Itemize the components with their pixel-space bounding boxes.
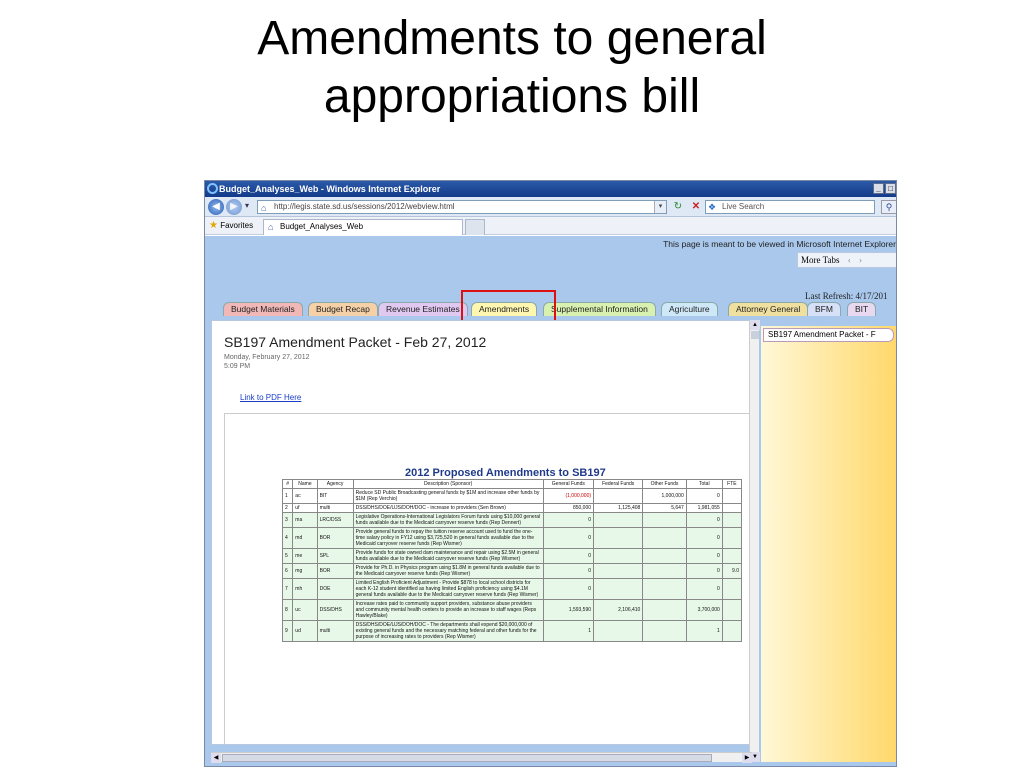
table-cell-name: uf	[293, 504, 317, 513]
table-cell-desc: Limited English Proficient Adjustment - Provide $878 to local school districts for each K-12 student identified as having limited English proficiency using $4.1M general funds available due to the Medicaid carryover reserve funds (Rep Wismer)	[353, 579, 543, 600]
refresh-icon[interactable]: ↻	[673, 201, 683, 212]
browser-tab-label: Budget_Analyses_Web	[280, 222, 364, 231]
table-cell-total: 0	[686, 528, 722, 549]
slide-title-line2: appropriations bill	[323, 70, 701, 123]
table-cell-name: ma	[293, 513, 317, 528]
new-tab-button[interactable]	[465, 219, 485, 235]
table-row	[283, 528, 742, 549]
scroll-left-icon[interactable]: ◀	[211, 753, 221, 763]
table-cell-fte	[722, 504, 741, 513]
more-tabs-label: More Tabs	[801, 255, 840, 265]
table-header-cell: General Funds	[543, 480, 593, 489]
ie-notice: This page is meant to be viewed in Microsoft Internet Explorer	[663, 239, 896, 249]
table-header-cell: Total	[686, 480, 722, 489]
table-cell-total: 1	[686, 621, 722, 642]
table-cell-n: 6	[283, 564, 293, 579]
table-cell-name: ac	[293, 489, 317, 504]
horizontal-scroll-thumb[interactable]	[222, 754, 712, 762]
slide-title-line1: Amendments to general	[257, 12, 767, 65]
table-cell-total: 1,981,055	[686, 504, 722, 513]
table-cell-other	[643, 579, 686, 600]
pdf-link[interactable]: Link to PDF Here	[240, 393, 302, 402]
vertical-scrollbar[interactable]	[749, 320, 759, 762]
table-cell-total: 0	[686, 564, 722, 579]
ie-logo-icon	[207, 183, 218, 194]
table-header-cell: #	[283, 480, 293, 489]
table-cell-general: (1,000,000)	[543, 489, 593, 504]
table-cell-other	[643, 549, 686, 564]
table-cell-desc: Reduce SD Public Broadcasting general funds by $1M and increase other funds by $1M (Rep Verchio)	[353, 489, 543, 504]
table-row	[283, 549, 742, 564]
table-row	[283, 489, 742, 504]
table-cell-n: 1	[283, 489, 293, 504]
tab-budget-recap[interactable]: Budget Recap	[308, 302, 378, 316]
table-cell-fte	[722, 513, 741, 528]
table-row	[283, 504, 742, 513]
page-list-panel	[761, 326, 897, 762]
address-url: http://legis.state.sd.us/sessions/2012/webview.html	[274, 202, 455, 211]
page-time: 5:09 PM	[224, 363, 251, 370]
table-row	[283, 600, 742, 621]
table-cell-name: uc	[293, 600, 317, 621]
table-cell-federal	[594, 621, 643, 642]
table-title: 2012 Proposed Amendments to SB197	[405, 467, 606, 479]
tab-revenue-estimates[interactable]: Revenue Estimates	[378, 302, 468, 316]
table-cell-n: 5	[283, 549, 293, 564]
live-search-icon: ❖	[708, 202, 717, 212]
table-cell-federal	[594, 549, 643, 564]
table-cell-total: 0	[686, 513, 722, 528]
table-cell-other: 1,000,000	[643, 489, 686, 504]
table-header-cell: Other Funds	[643, 480, 686, 489]
table-cell-name: me	[293, 549, 317, 564]
address-field[interactable]	[257, 200, 667, 214]
table-body	[283, 489, 742, 642]
table-cell-agency: LRC/DSS	[317, 513, 353, 528]
more-tabs-button[interactable]	[797, 252, 897, 268]
search-input[interactable]	[705, 200, 875, 214]
page-list-item[interactable]: SB197 Amendment Packet - F	[763, 328, 894, 342]
table-cell-n: 3	[283, 513, 293, 528]
stop-icon[interactable]: ✕	[691, 201, 701, 212]
tab-bit[interactable]: BIT	[847, 302, 876, 316]
chevron-left-icon[interactable]: ‹	[847, 255, 851, 265]
star-icon: ★	[209, 220, 218, 231]
table-cell-fte	[722, 528, 741, 549]
last-refresh: Last Refresh: 4/17/201	[805, 291, 888, 301]
page-date: Monday, February 27, 2012	[224, 354, 310, 361]
table-cell-fte: 9.0	[722, 564, 741, 579]
table-cell-federal: 1,125,408	[594, 504, 643, 513]
slide-title	[0, 10, 1024, 126]
tab-budget-materials[interactable]: Budget Materials	[223, 302, 303, 316]
browser-window	[204, 180, 897, 767]
tab-agriculture[interactable]: Agriculture	[661, 302, 718, 316]
table-cell-general: 0	[543, 579, 593, 600]
table-cell-total: 0	[686, 579, 722, 600]
table-cell-agency: multi	[317, 504, 353, 513]
scroll-up-icon[interactable]: ▲	[750, 320, 760, 330]
table-header-cell: Name	[293, 480, 317, 489]
table-cell-desc: Legislative Operations-International Legislators Forum funds using $10,000 general funds available due to the Medicaid carryover reserve funds (Rep Dennert)	[353, 513, 543, 528]
table-cell-fte	[722, 621, 741, 642]
table-cell-agency: BIT	[317, 489, 353, 504]
page-timestamp	[224, 353, 309, 371]
table-cell-general: 1,593,590	[543, 600, 593, 621]
page-title: SB197 Amendment Packet - Feb 27, 2012	[224, 334, 487, 350]
table-cell-federal	[594, 528, 643, 549]
table-cell-federal	[594, 579, 643, 600]
table-cell-other	[643, 621, 686, 642]
table-cell-desc: Provide general funds to repay the tuition reserve account used to fund the one-time salary policy in FY12 using $3,725,520 in general funds available due to the Medicaid carryover reserve funds (Rep Wismer)	[353, 528, 543, 549]
table-header-row	[283, 480, 742, 489]
table-row	[283, 513, 742, 528]
table-cell-other	[643, 564, 686, 579]
table-cell-agency: DOE	[317, 579, 353, 600]
favorites-bar	[205, 217, 896, 235]
onenote-web-view	[205, 236, 897, 767]
table-cell-name: mh	[293, 579, 317, 600]
table-cell-other	[643, 600, 686, 621]
table-cell-federal: 2,106,410	[594, 600, 643, 621]
table-cell-desc: Provide for Ph.D. in Physics program using $1.8M in general funds available due to the Medicaid carryover reserve funds (Rep Wismer)	[353, 564, 543, 579]
table-cell-agency: BOR	[317, 528, 353, 549]
browser-tab[interactable]	[263, 219, 463, 235]
table-cell-n: 8	[283, 600, 293, 621]
history-dropdown-icon[interactable]: ▾	[245, 201, 250, 210]
table-cell-other	[643, 528, 686, 549]
table-cell-total: 3,700,000	[686, 600, 722, 621]
table-cell-general: 0	[543, 549, 593, 564]
table-cell-n: 4	[283, 528, 293, 549]
table-row	[283, 564, 742, 579]
tab-bfm[interactable]: BFM	[807, 302, 841, 316]
tab-supplemental-information[interactable]: Supplemental Information	[543, 302, 656, 316]
table-cell-fte	[722, 549, 741, 564]
table-cell-desc: Increase rates paid to community support providers, substance abuse providers and community mental health centers to provide an increase to staff wages (Reps Hawley/Blake)	[353, 600, 543, 621]
scroll-down-icon[interactable]: ▼	[750, 752, 760, 762]
table-cell-federal	[594, 564, 643, 579]
table-cell-general: 850,000	[543, 504, 593, 513]
table-cell-fte	[722, 579, 741, 600]
table-cell-other: 5,647	[643, 504, 686, 513]
table-cell-desc: Provide funds for state owned dam maintenance and repair using $2.5M in general funds available due to the Medicaid carryover reserve funds (Rep Wismer)	[353, 549, 543, 564]
table-cell-other	[643, 513, 686, 528]
table-cell-agency: SPL	[317, 549, 353, 564]
table-header-cell: Agency	[317, 480, 353, 489]
table-cell-name: ud	[293, 621, 317, 642]
table-header-cell: Federal Funds	[594, 480, 643, 489]
window-controls	[873, 183, 896, 194]
table-header-cell: Description (Sponsor)	[353, 480, 543, 489]
table-cell-agency: BOR	[317, 564, 353, 579]
table-header-cell: FTE	[722, 480, 741, 489]
table-cell-general: 0	[543, 513, 593, 528]
page-icon: ⌂	[268, 222, 274, 232]
table-cell-total: 0	[686, 549, 722, 564]
horizontal-scrollbar[interactable]	[211, 752, 752, 762]
maximize-button[interactable]: □	[885, 183, 896, 194]
table-row	[283, 621, 742, 642]
window-titlebar	[205, 181, 896, 197]
table-cell-general: 0	[543, 528, 593, 549]
table-cell-n: 7	[283, 579, 293, 600]
table-cell-name: mg	[293, 564, 317, 579]
table-cell-fte	[722, 600, 741, 621]
table-cell-n: 9	[283, 621, 293, 642]
search-placeholder: Live Search	[722, 202, 765, 211]
address-toolbar	[205, 197, 896, 217]
minimize-button[interactable]: _	[873, 183, 884, 194]
table-cell-agency: multi	[317, 621, 353, 642]
address-dropdown-icon[interactable]: ▾	[654, 201, 666, 213]
table-cell-fte	[722, 489, 741, 504]
table-cell-total: 0	[686, 489, 722, 504]
table-cell-federal	[594, 489, 643, 504]
window-title: Budget_Analyses_Web - Windows Internet Explorer	[219, 184, 441, 194]
table-row	[283, 579, 742, 600]
forward-button[interactable]: ▶	[226, 199, 242, 215]
scroll-thumb[interactable]	[751, 331, 759, 339]
table-cell-name: md	[293, 528, 317, 549]
search-icon[interactable]: ⚲	[881, 200, 897, 214]
favorites-label: Favorites	[220, 221, 254, 230]
note-page	[211, 320, 752, 745]
table-cell-desc: DSS/DHS/DOE/UJS/DOH/DOC - The departments shall expend $20,000,000 of existing general funds and the necessary matching federal and other funds for the purpose of increasing rates to providers (Rep Wismer)	[353, 621, 543, 642]
table-cell-general: 1	[543, 621, 593, 642]
tab-amendments[interactable]: Amendments	[471, 302, 537, 316]
scroll-right-icon[interactable]: ▶	[742, 753, 752, 763]
table-cell-desc: DSS/DHS/DOE/UJS/DOH/DOC - increase to providers (Sen Brown)	[353, 504, 543, 513]
tab-attorney-general[interactable]: Attorney General	[728, 302, 808, 316]
amendments-table	[282, 479, 742, 642]
chevron-right-icon[interactable]: ›	[858, 255, 862, 265]
back-button[interactable]: ◀	[208, 199, 224, 215]
table-cell-agency: DSS/DHS	[317, 600, 353, 621]
favorites-button[interactable]	[209, 217, 253, 235]
table-cell-federal	[594, 513, 643, 528]
table-cell-general: 0	[543, 564, 593, 579]
page-icon: ⌂	[261, 203, 267, 213]
table-cell-n: 2	[283, 504, 293, 513]
